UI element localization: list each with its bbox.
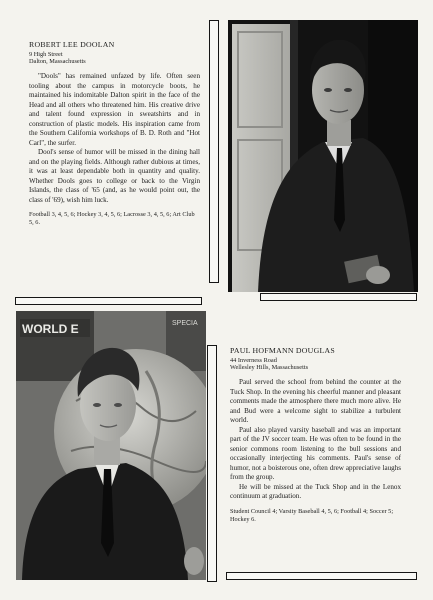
decorative-bar-horizontal-upper-right (260, 293, 417, 301)
student-name: PAUL HOFMANN DOUGLAS (230, 346, 335, 355)
activities-list: Football 3, 4, 5, 6; Hockey 3, 4, 5, 6; Lacrosse 3, 4, 5, 6; Art Club 5, 6. (29, 211, 195, 227)
activities-list: Student Council 4; Varsity Baseball 4, 5, 6; Football 4; Soccer 5; Hockey 6. (230, 507, 394, 523)
portrait-photo-robert-doolan (228, 20, 418, 292)
decorative-bar-horizontal-left (15, 297, 202, 305)
bio-paragraph: He will be missed at the Tuck Shop and in the Lenox continuum at graduation. (230, 482, 401, 501)
portrait-photo-paul-douglas (16, 311, 206, 580)
town-address: Wellesley Hills, Massachusetts (230, 364, 309, 372)
background-sign-text-left: WORLD E (22, 322, 79, 336)
decorative-bar-vertical-bottom (207, 345, 217, 582)
street-address: 44 Inverness Road (230, 356, 277, 364)
decorative-bar-horizontal-bottom (226, 572, 417, 580)
portrait-image (228, 20, 418, 292)
decorative-bar-vertical-top (209, 20, 219, 283)
student-name: ROBERT LEE DOOLAN (29, 40, 115, 49)
bio-paragraph: Paul served the school from behind the counter at the Tuck Shop. In the evening his cheerful manner and pleasant comments made the atmosphere there much more alive. He and Bud were a welcome sight to stabilize a turbulent world. (230, 378, 401, 425)
bio-paragraph: Dool's sense of humor will be missed in the dining hall and on the playing fields. Although rather dubious at times, it was at least dependable both in quantity and quality. Whether Dools goes to college or back to the Virgin Islands, the class of '65 (and, as he would point out, the class of '69), wish him luck. (29, 148, 200, 204)
bio-paragraph: Paul also played varsity baseball and was an important part of the JV soccer team. He was often to be found in the senior commons room listening to the bull sessions and occasionally interjecting his comments. Paul's sense of humor, not a boisterous one, often drew appreciative laughs from the group. (230, 425, 401, 482)
bio-paragraph: "Dools" has remained unfazed by life. Often seen tooling about the campus in motorcycle boots, he maintained his indomitable Dalton spirit in the face of the Head and all others who threatened him. His creative drive and talent found expression in sweatshirts and in construction of plastic models. His inspiration came from the Southern California workshops of B. D. Roth and "Hot Carl", the surfer. (29, 72, 200, 147)
street-address: 9 High Street (29, 50, 63, 58)
bio-paul-hofmann-douglas (230, 346, 401, 524)
background-sign-text-right: SPECIA (172, 320, 198, 327)
town-address: Dalton, Massachusetts (29, 58, 86, 66)
portrait-image (16, 311, 206, 580)
bio-robert-lee-doolan (29, 40, 200, 227)
